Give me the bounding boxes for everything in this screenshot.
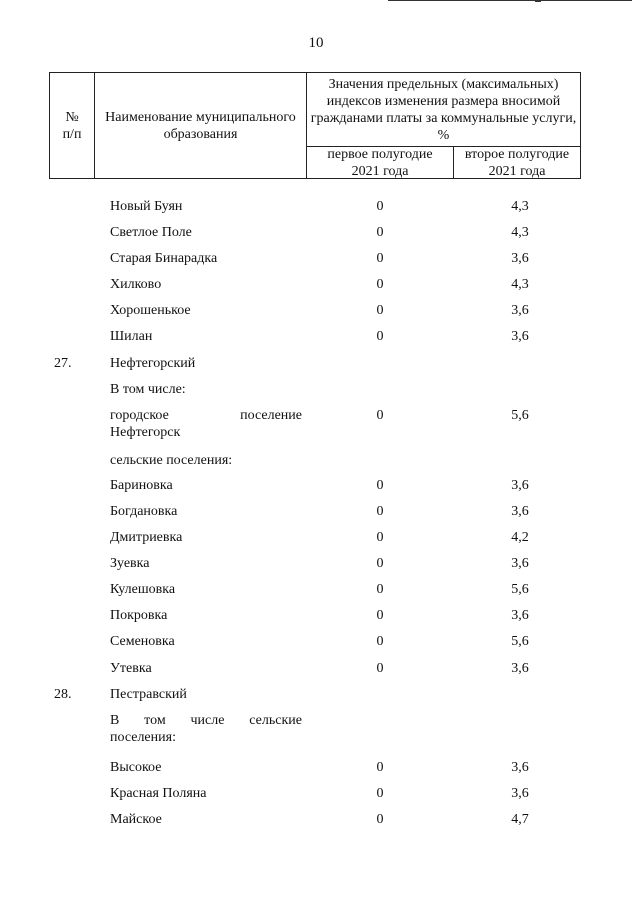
municipality-name: Хилково bbox=[110, 277, 162, 292]
header-name-col: Наименование муниципального образования bbox=[105, 109, 296, 142]
second-half-value: 3,6 bbox=[511, 661, 529, 676]
first-half-value: 0 bbox=[376, 634, 384, 649]
municipality-name: Шилан bbox=[110, 329, 153, 344]
municipality-name: Бариновка bbox=[110, 478, 173, 493]
second-half-value: 3,6 bbox=[511, 786, 529, 801]
first-half-value: 0 bbox=[376, 661, 384, 676]
first-half-value: 0 bbox=[376, 199, 384, 214]
municipality-name: Утевка bbox=[110, 661, 152, 676]
municipality-name: Богдановка bbox=[110, 504, 178, 519]
first-half-value: 0 bbox=[376, 582, 384, 597]
municipality-name: Хорошенькое bbox=[110, 303, 191, 318]
first-half-value: 0 bbox=[376, 760, 384, 775]
second-half-value: 5,6 bbox=[511, 408, 529, 423]
first-half-value: 0 bbox=[376, 608, 384, 623]
municipality-name: Майское bbox=[110, 812, 162, 827]
second-half-value: 3,6 bbox=[511, 251, 529, 266]
first-half-value: 0 bbox=[376, 786, 384, 801]
header-first-half: первое полугодие 2021 года bbox=[327, 146, 433, 179]
second-half-value: 3,6 bbox=[511, 504, 529, 519]
second-half-value: 4,7 bbox=[511, 812, 529, 827]
first-half-value: 0 bbox=[376, 408, 384, 423]
municipality-name: Пестравский bbox=[110, 687, 187, 702]
municipality-name: В том числе: bbox=[110, 382, 186, 397]
header-values-col: Значения предельных (максимальных) индексов изменения размера вносимой гражданами платы за коммунальные услуги, % bbox=[310, 76, 577, 143]
municipality-name: Дмитриевка bbox=[110, 530, 183, 545]
municipality-name: В том числе сельские поселения: bbox=[110, 713, 302, 745]
first-half-value: 0 bbox=[376, 812, 384, 827]
page-number: 10 bbox=[308, 35, 324, 51]
municipality-name: Нефтегорский bbox=[110, 356, 196, 371]
municipality-name: Светлое Поле bbox=[110, 225, 192, 240]
first-half-value: 0 bbox=[376, 530, 384, 545]
municipality-name: Зуевка bbox=[110, 556, 150, 571]
municipality-name: сельские поселения: bbox=[110, 453, 233, 468]
first-half-value: 0 bbox=[376, 504, 384, 519]
row-number: 28. bbox=[54, 687, 72, 702]
first-half-value: 0 bbox=[376, 303, 384, 318]
second-half-value: 3,6 bbox=[511, 303, 529, 318]
second-half-value: 3,6 bbox=[511, 760, 529, 775]
second-half-value: 4,3 bbox=[511, 277, 529, 292]
first-half-value: 0 bbox=[376, 225, 384, 240]
second-half-value: 3,6 bbox=[511, 608, 529, 623]
row-number: 27. bbox=[54, 356, 72, 371]
second-half-value: 3,6 bbox=[511, 556, 529, 571]
first-half-value: 0 bbox=[376, 478, 384, 493]
municipality-name: городское поселение Нефтегорск bbox=[110, 408, 302, 440]
municipality-name: Покровка bbox=[110, 608, 168, 623]
second-half-value: 4,3 bbox=[511, 225, 529, 240]
first-half-value: 0 bbox=[376, 251, 384, 266]
second-half-value: 3,6 bbox=[511, 329, 529, 344]
municipality-name: Кулешовка bbox=[110, 582, 176, 597]
header-number-col: № п/п bbox=[62, 109, 82, 142]
municipality-name: Красная Поляна bbox=[110, 786, 207, 801]
header-second-half: второе полугодие 2021 года bbox=[464, 146, 570, 179]
first-half-value: 0 bbox=[376, 329, 384, 344]
second-half-value: 5,6 bbox=[511, 634, 529, 649]
second-half-value: 4,3 bbox=[511, 199, 529, 214]
municipality-name: Старая Бинарадка bbox=[110, 251, 218, 266]
municipality-name: Высокое bbox=[110, 760, 162, 775]
municipality-name: Новый Буян bbox=[110, 199, 183, 214]
first-half-value: 0 bbox=[376, 556, 384, 571]
second-half-value: 3,6 bbox=[511, 478, 529, 493]
municipality-name: Семеновка bbox=[110, 634, 175, 649]
second-half-value: 4,2 bbox=[511, 530, 529, 545]
second-half-value: 5,6 bbox=[511, 582, 529, 597]
first-half-value: 0 bbox=[376, 277, 384, 292]
